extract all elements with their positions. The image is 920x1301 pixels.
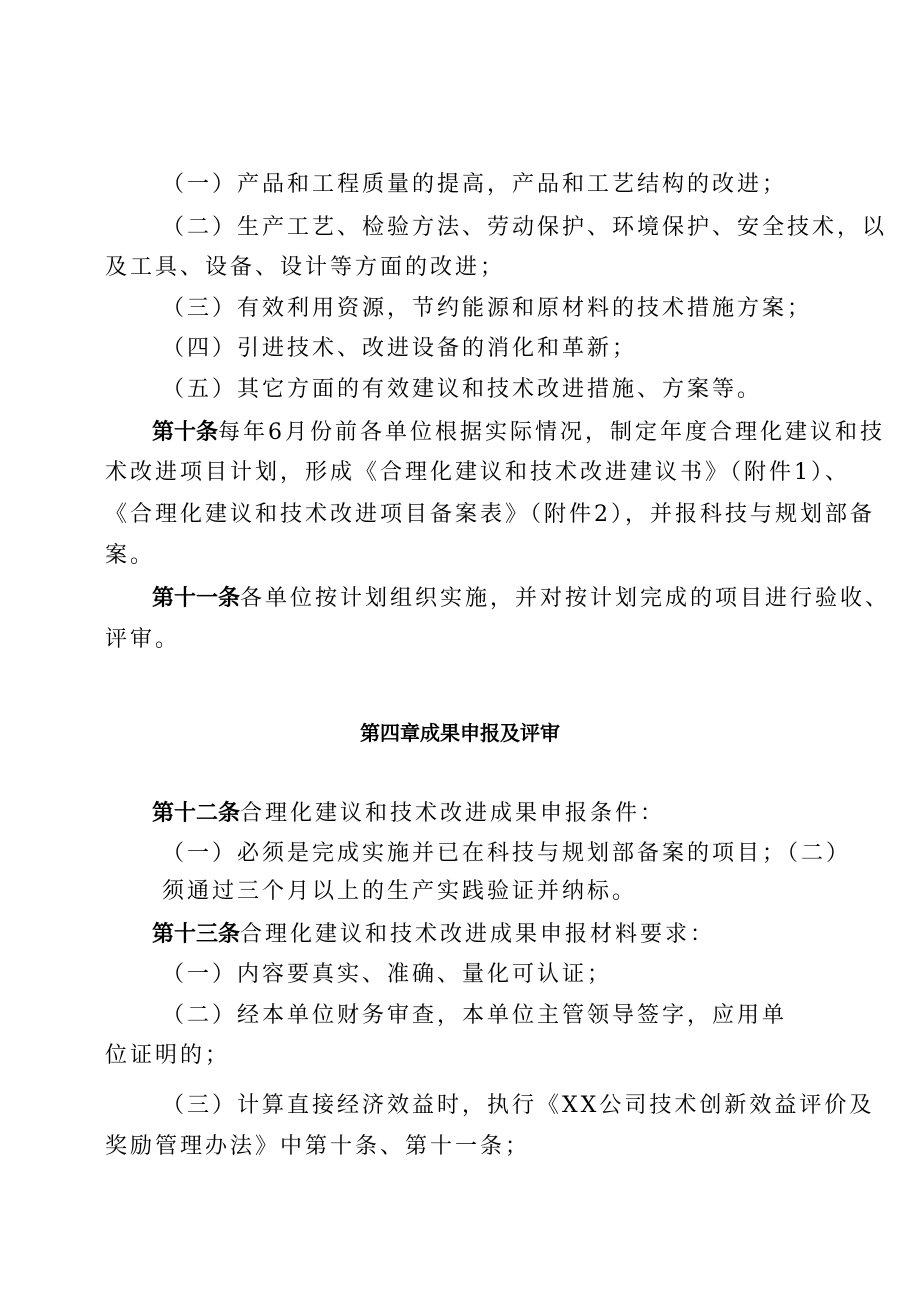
- article-12-line-1: [152, 799, 665, 829]
- article-10-line-1: [152, 418, 885, 448]
- article-13-item-2-line-2: 位证明的；: [105, 1043, 231, 1068]
- article-11-line-1: [152, 584, 890, 614]
- clause-item-2-line-2: 及工具、设备、设计等方面的改进；: [105, 255, 506, 280]
- article-12-label: 第十二条: [152, 801, 241, 826]
- article-13-text: 合理化建议和技术改进成果申报材料要求：: [240, 922, 716, 947]
- article-10-line-3: 《合理化建议和技术改进项目备案表》（附件2），并报科技与规划部备: [105, 502, 875, 527]
- clause-item-4: （四）引进技术、改进设备的消化和革新；: [162, 336, 638, 361]
- article-10-line-2: 术改进项目计划，形成《合理化建议和技术改进建议书》（附件1）、: [105, 460, 850, 485]
- clause-item-2-line-1: （二）生产工艺、检验方法、劳动保护、环境保护、安全技术，以: [162, 215, 888, 240]
- clause-item-3: （三）有效利用资源，节约能源和原材料的技术措施方案；: [162, 296, 813, 321]
- article-11-line-2: 评审。: [105, 627, 181, 652]
- article-13-item-3-line-1: （三）计算直接经济效益时，执行《XX公司技术创新效益评价及: [162, 1093, 875, 1118]
- article-13-label: 第十三条: [152, 922, 241, 947]
- article-11-text: 各单位按计划组织实施，并对按计划完成的项目进行验收、: [240, 586, 891, 611]
- chapter-heading: 第四章成果申报及评审: [360, 721, 560, 745]
- article-11-label: 第十一条: [152, 586, 241, 611]
- article-13-item-3-line-2: 奖励管理办法》中第十条、第十一条；: [105, 1134, 531, 1159]
- article-13-item-2-line-1: （二）经本单位财务审查，本单位主管领导签字，应用单: [162, 1003, 788, 1028]
- article-13-item-1: （一）内容要真实、准确、量化可认证；: [162, 962, 613, 987]
- article-13-line-1: [152, 920, 715, 950]
- clause-item-5: （五）其它方面的有效建议和技术改进措施、方案等。: [162, 377, 763, 402]
- article-12-text: 合理化建议和技术改进成果申报条件：: [240, 801, 666, 826]
- article-10-label: 第十条: [152, 420, 219, 445]
- article-10-text: 每年6月份前各单位根据实际情况，制定年度合理化建议和技: [218, 420, 886, 445]
- article-12-line-2: （一）必须是完成实施并已在科技与规划部备案的项目；（二）: [162, 841, 852, 866]
- clause-item-1: （一）产品和工程质量的提高，产品和工艺结构的改进；: [162, 172, 788, 197]
- article-10-line-4: 案。: [105, 543, 156, 568]
- article-12-line-3: 须通过三个月以上的生产实践验证并纳标。: [162, 879, 638, 904]
